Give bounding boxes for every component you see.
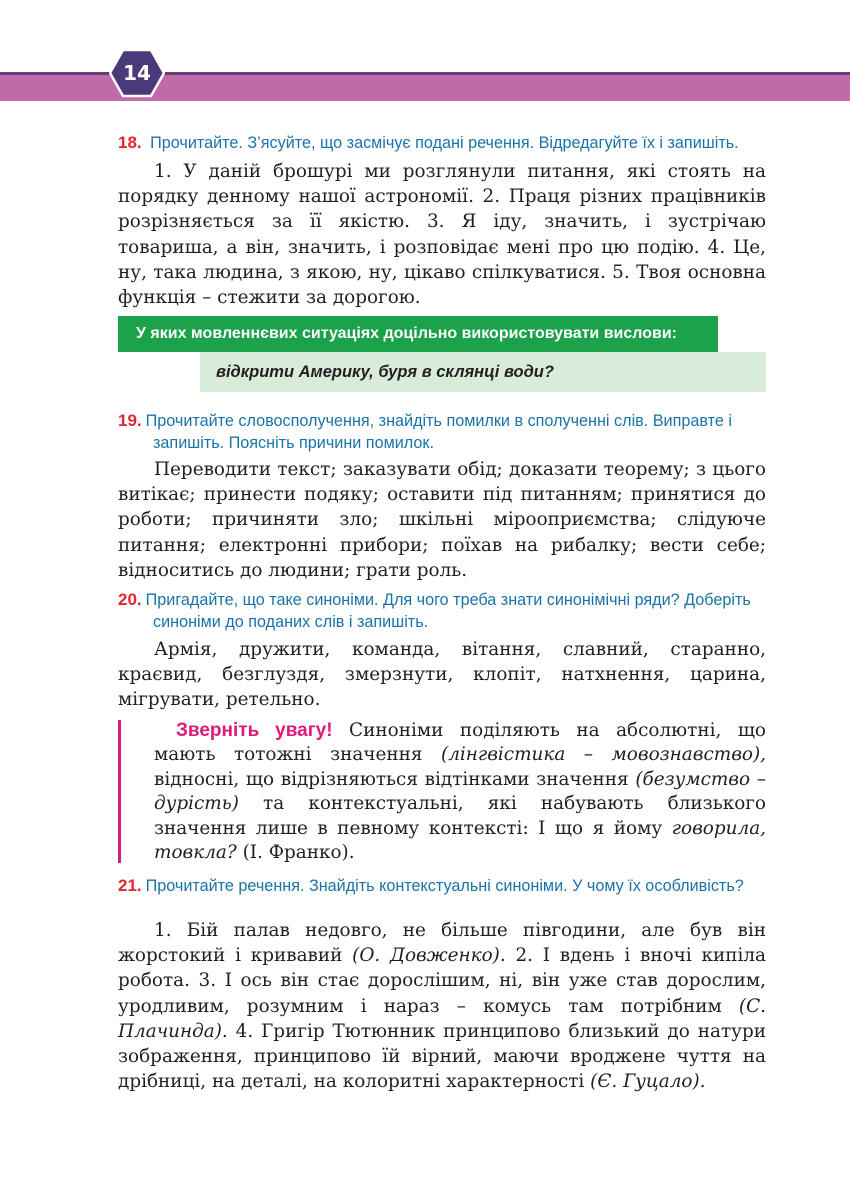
note-example: (безумство – дурість) xyxy=(154,768,766,815)
sentence-text: 4. Григір Тютюнник принципово близький до натури зображення, принципово їй вірний, маючи вроджене чуття на дрібниці, на деталі, на колоритні характерності xyxy=(118,1020,766,1093)
exercise-paragraph: Армія, дружити, команда, вітання, славний, старанно, краєвид, безглуздя, змерзнути, клопіт, натхнення, царина, мігрувати, ретельно. xyxy=(118,639,766,711)
task-21-text xyxy=(118,918,766,1094)
phrases-text: відкрити Америку, буря в склянці води? xyxy=(216,362,554,381)
page-number: 14 xyxy=(123,61,151,85)
task-20-text xyxy=(118,637,766,713)
task-number: 20. xyxy=(118,590,142,609)
task-20-instruction xyxy=(118,589,803,633)
task-instruction: Пригадайте, що таке синоніми. Для чого треба знати синонімічні ряди? Доберіть синоніми до поданих слів і запишіть. xyxy=(145,591,751,631)
task-instruction: Прочитайте словосполучення, знайдіть помилки в сполученні слів. Виправте і запишіть. Поясніть причини помилок. xyxy=(145,412,732,452)
note-example: (лінгвістика – мовознавство), xyxy=(441,744,766,766)
sentence-text: 2. І вдень і вночі кипіла робота. 3. І ось він стає дорослішим, ні, він уже став дорослим, уродливим, розумним і нараз – комусь там потрібним xyxy=(118,945,766,1017)
question-box xyxy=(118,316,718,352)
task-instruction: Прочитайте речення. Знайдіть контекстуальні синоніми. У чому їх особливість? xyxy=(145,877,744,895)
attention-label: Зверніть увагу! xyxy=(176,720,333,741)
task-number: 18. xyxy=(118,133,142,152)
phrases-box xyxy=(200,352,766,392)
task-18-instruction xyxy=(118,132,768,154)
task-number: 21. xyxy=(118,876,142,895)
task-instruction: Прочитайте. З’ясуйте, що засмічує подані речення. Відредагуйте їх і запишіть. xyxy=(150,134,739,152)
exercise-paragraph: Переводити текст; заказувати обід; доказати теорему; з цього витікає; принести подяку; оставити під питанням; принятися до роботи; причиняти зло; шкільні мірооприємства; слідуюче питання; електронні прибори; поїхав на рибалку; вести себе; відноситись до людини; грати роль. xyxy=(118,459,766,581)
note-text: Синоніми поділяють на абсолютні, що мають тотожні значення xyxy=(154,720,766,766)
note-text: та контекстуальні, які набувають близького значення лише в певному контексті: І що я йому xyxy=(154,793,766,839)
sentence-text: 1. Бій палав недовго, не більше півгодини, але був він жорстокий і кривавий xyxy=(118,920,766,967)
task-19-instruction xyxy=(118,410,803,454)
note-accent-bar xyxy=(118,720,121,863)
author-citation: (С. Плачинда). xyxy=(118,995,766,1042)
author-citation: (О. Довженко). xyxy=(352,945,506,967)
note-example: говорила, товкла? xyxy=(154,817,766,864)
attention-note xyxy=(154,719,766,865)
note-text: відносні, що відрізняються відтінками значення xyxy=(154,768,636,790)
page-number-badge xyxy=(109,48,165,98)
author-citation: (Є. Гуцало). xyxy=(590,1071,706,1093)
note-text: (І. Франко). xyxy=(236,842,355,864)
exercise-paragraph xyxy=(118,918,766,1094)
task-18-text xyxy=(118,159,766,310)
question-text: У яких мовленнєвих ситуаціях доцільно використовувати вислови: xyxy=(136,325,678,342)
exercise-paragraph: 1. У даній брошурі ми розглянули питання, які стоять на порядку денному нашої астрономії. 2. Праця різних працівників розрізняється за її якістю. 3. Я іду, значить, і зустрічаю товариша, а він, значить, і розповідає мені про цю подію. 4. Це, ну, така людина, з якою, ну, цікаво спілкуватися. 5. Твоя основна функція – стежити за дорогою. xyxy=(118,161,766,309)
task-21-instruction xyxy=(118,875,803,897)
task-number: 19. xyxy=(118,411,142,430)
task-19-text xyxy=(118,457,766,583)
